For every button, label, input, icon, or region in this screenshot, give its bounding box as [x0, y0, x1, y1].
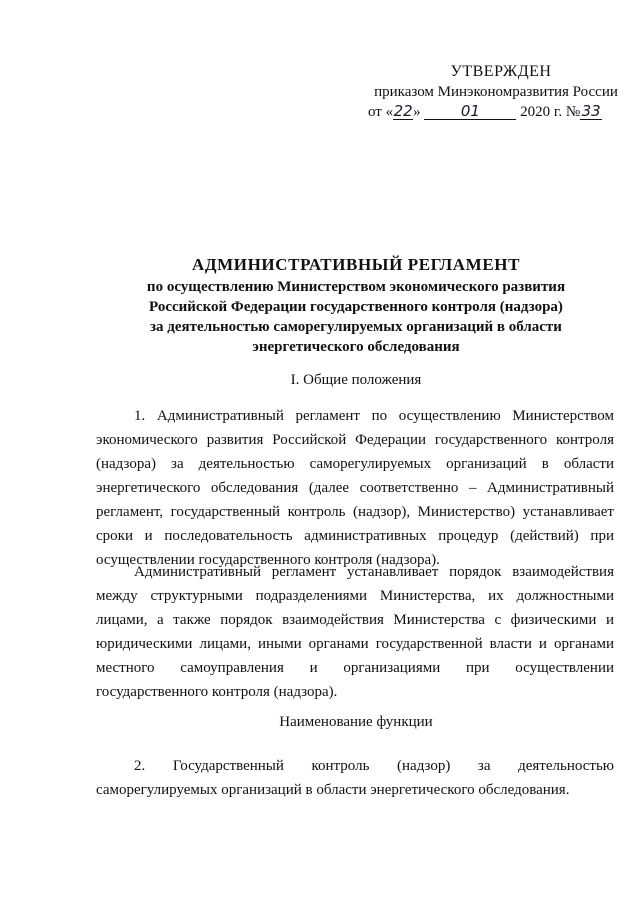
approval-date-line	[356, 102, 626, 122]
approval-title: УТВЕРЖДЕН	[450, 63, 552, 80]
paragraph-1-text: 1. Административный регламент по осуществлению Министерством экономического развития Российской Федерации государственного контроля (надзора) за деятельностью саморегулируемых организаций в области энергетического обследования (далее соответственно – Административный регламент, государственный контроль (надзор), Министерство) устанавливает сроки и последовательность административных процедур (действий) при осуществлении государственного контроля (надзора).	[96, 408, 614, 568]
date-year-text: 2020 г. №	[520, 104, 581, 120]
regulation-title-block	[96, 255, 616, 357]
paragraph-1-continued-text: Административный регламент устанавливает порядок взаимодействия между структурными подразделениями Министерства, их должностными лицами, а также порядок взаимодействия Министерства с физическими и юридическими лицами, иными органами государственной власти и органами местного самоуправления и организациями при осуществлении государственного контроля (надзора).	[96, 564, 614, 700]
date-month-handwritten: 01	[424, 103, 516, 120]
approval-order-line: приказом Минэкономразвития России	[374, 84, 618, 100]
order-number-handwritten: 33	[581, 102, 601, 120]
approval-stamp-block	[356, 62, 626, 122]
paragraph-2-text: 2. Государственный контроль (надзор) за деятельностью саморегулируемых организаций в области энергетического обследования.	[96, 758, 614, 798]
section-heading-general: I. Общие положения	[290, 372, 422, 388]
regulation-title: АДМИНИСТРАТИВНЫЙ РЕГЛАМЕНТ	[191, 255, 521, 274]
paragraph-2	[96, 754, 614, 802]
date-day-handwritten: 22	[393, 102, 413, 120]
section-heading-function: Наименование функции	[279, 714, 433, 730]
date-day-suffix: »	[413, 104, 421, 120]
date-prefix: от «	[368, 104, 394, 120]
paragraph-1	[96, 404, 614, 572]
regulation-subtitle-line: за деятельностью саморегулируемых организаций в области	[150, 319, 562, 335]
regulation-subtitle-line: энергетического обследования	[252, 339, 460, 355]
paragraph-1-continued	[96, 560, 614, 704]
regulation-subtitle-line: по осуществлению Министерством экономического развития	[146, 279, 566, 295]
regulation-subtitle-line: Российской Федерации государственного контроля (надзора)	[149, 299, 563, 315]
